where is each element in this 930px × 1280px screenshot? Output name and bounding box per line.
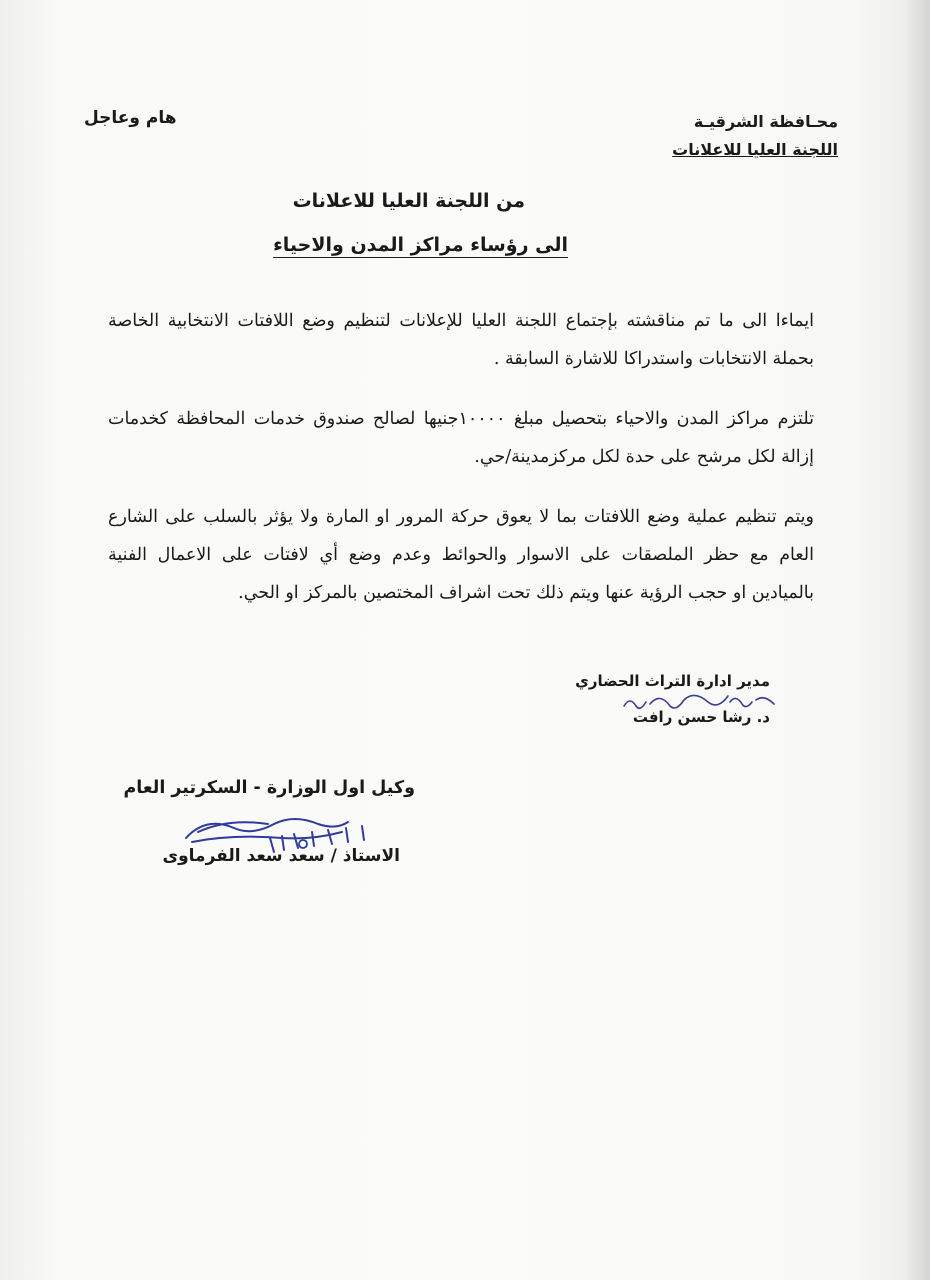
sender-block <box>672 108 838 164</box>
heritage-director-title: مدير ادارة التراث الحضاري <box>575 672 770 690</box>
priority-label: هام وعاجل <box>84 108 177 128</box>
body-paragraph-3: ويتم تنظيم عملية وضع اللافتات بما لا يعوق حركة المرور او المارة ولا يؤثر بالسلب على الشارع العام مع حظر الملصقات على الاسوار والحوائط وعدم وضع أي لافتات على الاعمال الفنية بالميادين او حجب الرؤية عنها ويتم ذلك تحت اشراف المختصين بالمركز او الحي. <box>108 507 814 603</box>
body-paragraph-2: تلتزم مراكز المدن والاحياء بتحصيل مبلغ ١٠٠٠٠جنيها لصالح صندوق خدمات المحافظة كخدمات إزالة لكل مرشح على حدة لكل مركزمدينة/حي. <box>108 409 814 467</box>
committee-label: اللجنة العليا للاعلانات <box>672 140 838 159</box>
undersecretary-title: وكيل اول الوزارة - السكرتير العام <box>123 778 415 798</box>
heritage-director-name: د. رشا حسن رافت <box>632 708 770 726</box>
body-paragraph-1: ايماءا الى ما تم مناقشته بإجتماع اللجنة العليا للإعلانات لتنظيم وضع اللافتات الانتخابية الخاصة بحملة الانتخابات واستدراكا للاشارة السابقة . <box>108 311 814 369</box>
governorate-label: محـافظة الشرقيـة <box>693 112 838 131</box>
undersecretary-name: الاستاذ / سعد سعد الفرماوى <box>162 846 400 866</box>
page-edge-shadow <box>904 0 930 1280</box>
to-heading: الى رؤساء مراكز المدن والاحياء <box>273 234 568 256</box>
from-heading: من اللجنة العليا للاعلانات <box>292 190 525 212</box>
